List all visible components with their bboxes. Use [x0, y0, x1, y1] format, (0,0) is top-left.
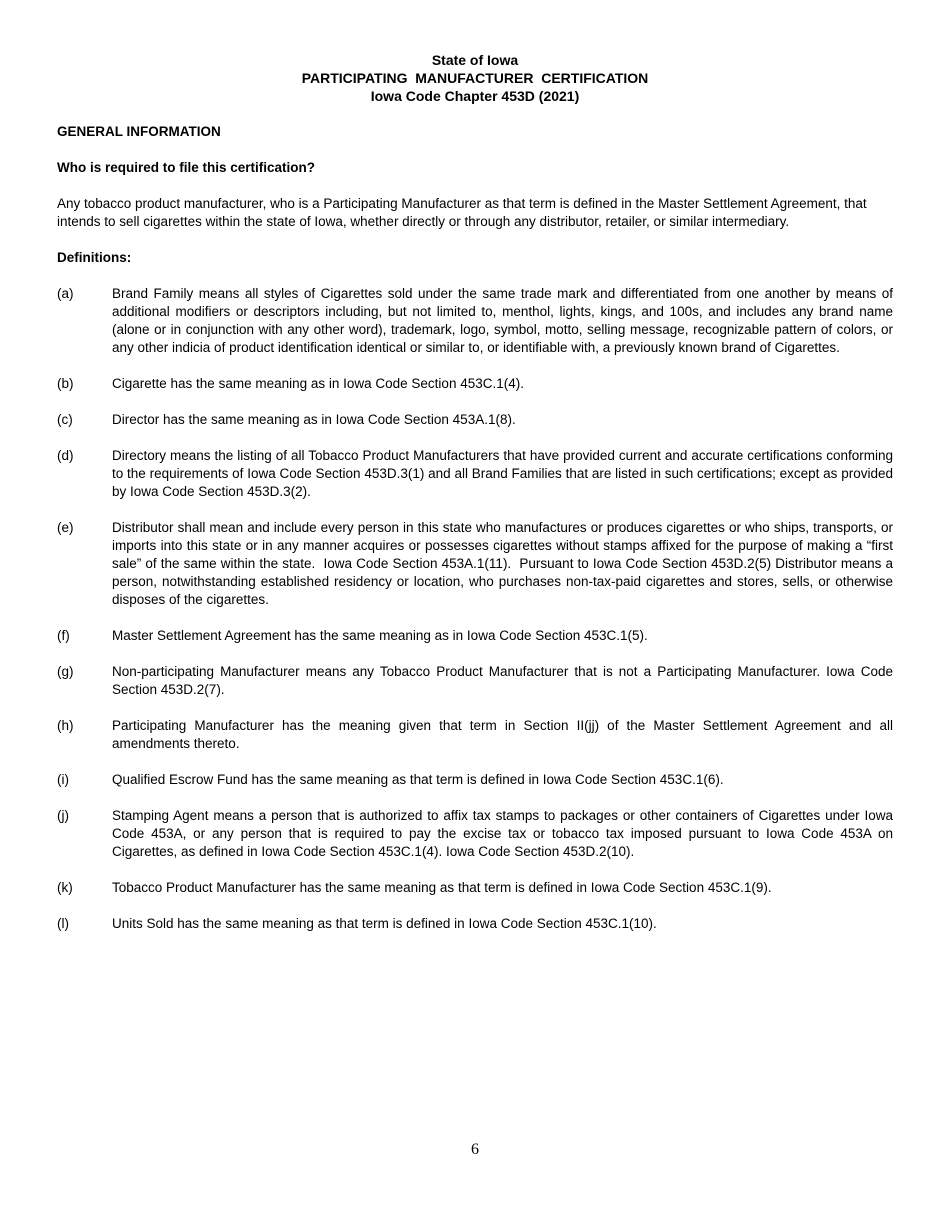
definition-label: (e) [57, 520, 74, 535]
document-content [57, 51, 893, 933]
definition-item-k [57, 879, 893, 897]
title-line-certification: PARTICIPATING MANUFACTURER CERTIFICATION [301, 70, 649, 86]
definition-item-l [57, 915, 893, 933]
definition-label: (j) [57, 808, 69, 823]
definition-item-g [57, 663, 893, 699]
definition-label: (l) [57, 916, 69, 931]
definition-item-j [57, 807, 893, 861]
definitions-list [57, 285, 893, 933]
definition-text: Stamping Agent means a person that is authorized to affix tax stamps to packages or other containers of Cigarettes under Iowa Code 453A, or any person that is required to pay the excise tax or tobacco tax imposed pursuant to Iowa Code 453A on Cigarettes, as defined in Iowa Code Section 453C.1(4). Iowa Code Section 453D.2(10). [112, 808, 893, 859]
definition-item-d [57, 447, 893, 501]
definition-item-i [57, 771, 893, 789]
definition-text: Cigarette has the same meaning as in Iowa Code Section 453C.1(4). [112, 376, 524, 391]
definition-text: Director has the same meaning as in Iowa Code Section 453A.1(8). [112, 412, 516, 427]
definitions-heading: Definitions: [57, 250, 132, 265]
definition-item-b [57, 375, 893, 393]
definition-item-h [57, 717, 893, 753]
definition-text: Non-participating Manufacturer means any Tobacco Product Manufacturer that is not a Participating Manufacturer. Iowa Code Section 453D.2(7). [112, 664, 893, 697]
who-required-heading: Who is required to file this certification? [57, 160, 316, 175]
definition-text: Distributor shall mean and include every person in this state who manufactures or produces cigarettes or who ships, transports, or imports into this state or in any manner acquires or possesses cigarettes without stamps affixed for the purpose of making a “first sale” of the same within the state. Iowa Code Section 453A.1(11). Pursuant to Iowa Code Section 453D.2(5) Distributor means a person, notwithstanding established residency or location, who purchases non-tax-paid cigarettes and stores, sells, or otherwise disposes of the cigarettes. [112, 520, 893, 607]
definition-text: Qualified Escrow Fund has the same meaning as that term is defined in Iowa Code Section 453C.1(6). [112, 772, 724, 787]
definition-item-e [57, 519, 893, 609]
page-number: 6 [471, 1141, 479, 1158]
definition-item-c [57, 411, 893, 429]
title-line-state: State of Iowa [431, 52, 519, 68]
definition-label: (a) [57, 286, 74, 301]
definition-text: Units Sold has the same meaning as that term is defined in Iowa Code Section 453C.1(10). [112, 916, 657, 931]
definition-label: (d) [57, 448, 74, 463]
definition-label: (g) [57, 664, 74, 679]
title-line-code-chapter: Iowa Code Chapter 453D (2021) [370, 88, 580, 104]
definition-item-f [57, 627, 893, 645]
document-title-block [57, 51, 893, 105]
definition-text: Tobacco Product Manufacturer has the same meaning as that term is defined in Iowa Code Section 453C.1(9). [112, 880, 772, 895]
definition-label: (i) [57, 772, 69, 787]
intro-paragraph: Any tobacco product manufacturer, who is a Participating Manufacturer as that term is defined in the Master Settlement Agreement, that intends to sell cigarettes within the state of Iowa, whether directly or through any distributor, retailer, or similar intermediary. [57, 196, 867, 229]
definition-label: (c) [57, 412, 73, 427]
definition-text: Participating Manufacturer has the meaning given that term in Section II(jj) of the Master Settlement Agreement and all amendments thereto. [112, 718, 893, 751]
definition-text: Brand Family means all styles of Cigarettes sold under the same trade mark and differentiated from one another by means of additional modifiers or descriptors including, but not limited to, menthol, lights, kings, and 100s, and includes any brand name (alone or in conjunction with any other word), trademark, logo, symbol, motto, selling message, recognizable pattern of colors, or any other indicia of product identification identical or similar to, or identifiable with, a previously known brand of Cigarettes. [112, 286, 893, 355]
definition-item-a [57, 285, 893, 357]
general-information-heading: GENERAL INFORMATION [57, 124, 221, 139]
definition-label: (b) [57, 376, 74, 391]
definition-text: Directory means the listing of all Tobacco Product Manufacturers that have provided current and accurate certifications conforming to the requirements of Iowa Code Section 453D.3(1) and all Brand Families that are listed in such certifications; except as provided by Iowa Code Section 453D.3(2). [112, 448, 893, 499]
definition-text: Master Settlement Agreement has the same meaning as in Iowa Code Section 453C.1(5). [112, 628, 648, 643]
definition-label: (f) [57, 628, 70, 643]
definition-label: (h) [57, 718, 74, 733]
definition-label: (k) [57, 880, 73, 895]
